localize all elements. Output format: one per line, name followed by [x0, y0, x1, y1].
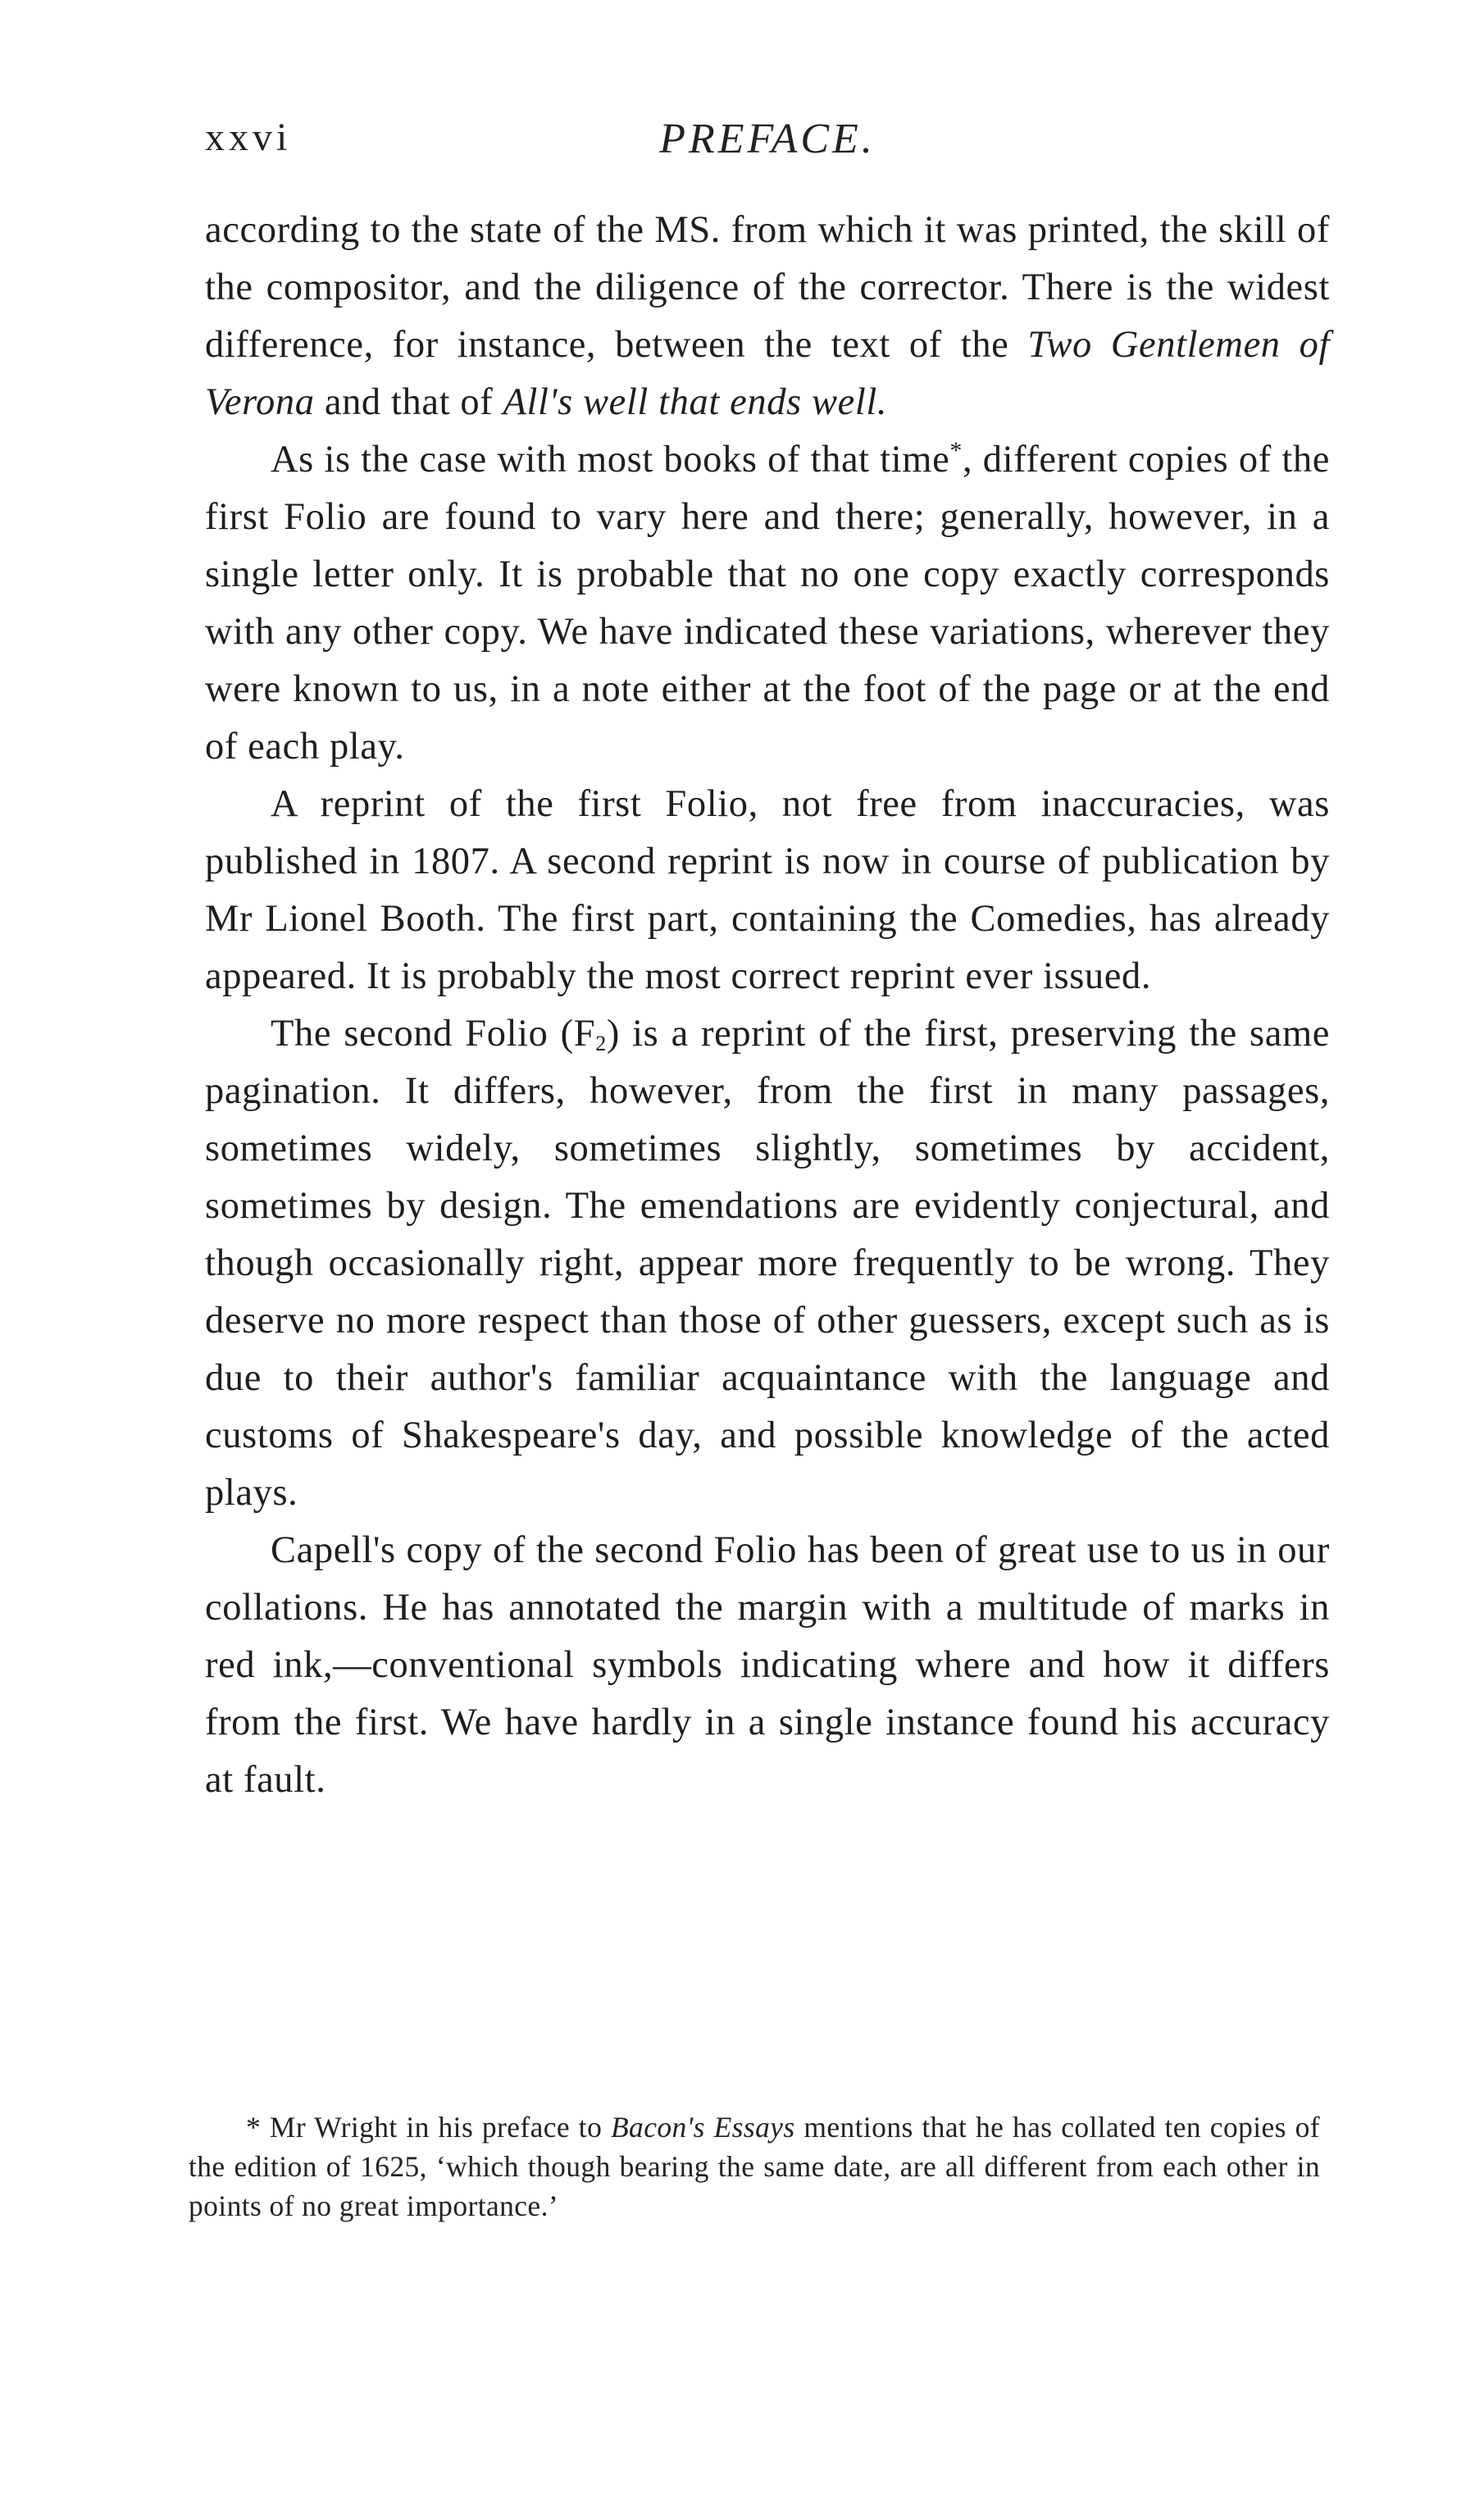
footnote-book-title: Bacon's Essays: [610, 2111, 795, 2144]
paragraph-2-text-b: , different copies of the first Folio are found to vary here and there; generally, however, in a single letter only. It is probable that no one copy exactly corresponds with any other copy. We have indicated these variations, wherever they were known to us, in a note either at the foot of the page or at the end of each play.: [205, 439, 1330, 768]
footnote-reference-mark: *: [949, 437, 963, 464]
footnote-text-a: Mr Wright in his preface to: [261, 2111, 611, 2144]
footnote: [189, 2107, 1320, 2226]
paragraph-4-text-b: ) is a reprint of the first, preserving the same pagination. It differs, however, from the first in many passages, sometimes widely, sometimes slightly, sometimes by accident, sometimes by design. The emendations are evidently conjectural, and though occasionally right, appear more frequently to be wrong. They deserve no more respect than those of other guessers, except such as is due to their author's familiar acquaintance with the language and customs of Shakespeare's day, and possible knowledge of the acted plays.: [205, 1013, 1330, 1514]
paragraph-2-text-a: As is the case with most books of that time: [271, 439, 950, 481]
paragraph-1-text-b: and that of: [314, 381, 503, 423]
paragraph-1-text-a: according to the state of the MS. from which it was printed, the skill of the compositor, and the diligence of the corrector. There is the widest difference, for instance, between the text of the: [205, 209, 1330, 366]
folio-subscript: 2: [595, 1032, 607, 1055]
paragraph-3-text: A reprint of the first Folio, not free from inaccuracies, was published in 1807. A second reprint is now in course of publication by Mr Lionel Booth. The first part, containing the Comedies, has already appeared. It is probably the most correct reprint ever issued.: [205, 783, 1330, 997]
running-head: [205, 115, 1330, 167]
paragraph-4: [205, 1005, 1330, 1522]
paragraph-5-text: Capell's copy of the second Folio has been of great use to us in our collations. He has annotated the margin with a multitude of marks in red ink,—conventional symbols indicating where and how it differs from the first. We have hardly in a single instance found his accuracy at fault.: [205, 1529, 1330, 1801]
page-number: xxvi: [205, 116, 292, 159]
paragraph-4-text-a: The second Folio (F: [271, 1013, 596, 1055]
footnote-text-b: mentions that he has collated ten copies of the edition of 1625, ‘which though bearing the same date, are all different from each other in points of no great importance.’: [189, 2111, 1320, 2222]
body-text: [205, 202, 1330, 1809]
paragraph-2: [205, 431, 1330, 776]
running-title: PREFACE.: [659, 116, 876, 162]
play-title-two-gentlemen: Two Gentlemen of Verona: [205, 324, 1330, 423]
play-title-alls-well: All's well that ends well.: [503, 381, 888, 423]
footnote-mark: *: [246, 2111, 262, 2144]
paragraph-5: [205, 1522, 1330, 1809]
paragraph-3: [205, 776, 1330, 1005]
paragraph-1: [205, 202, 1330, 431]
